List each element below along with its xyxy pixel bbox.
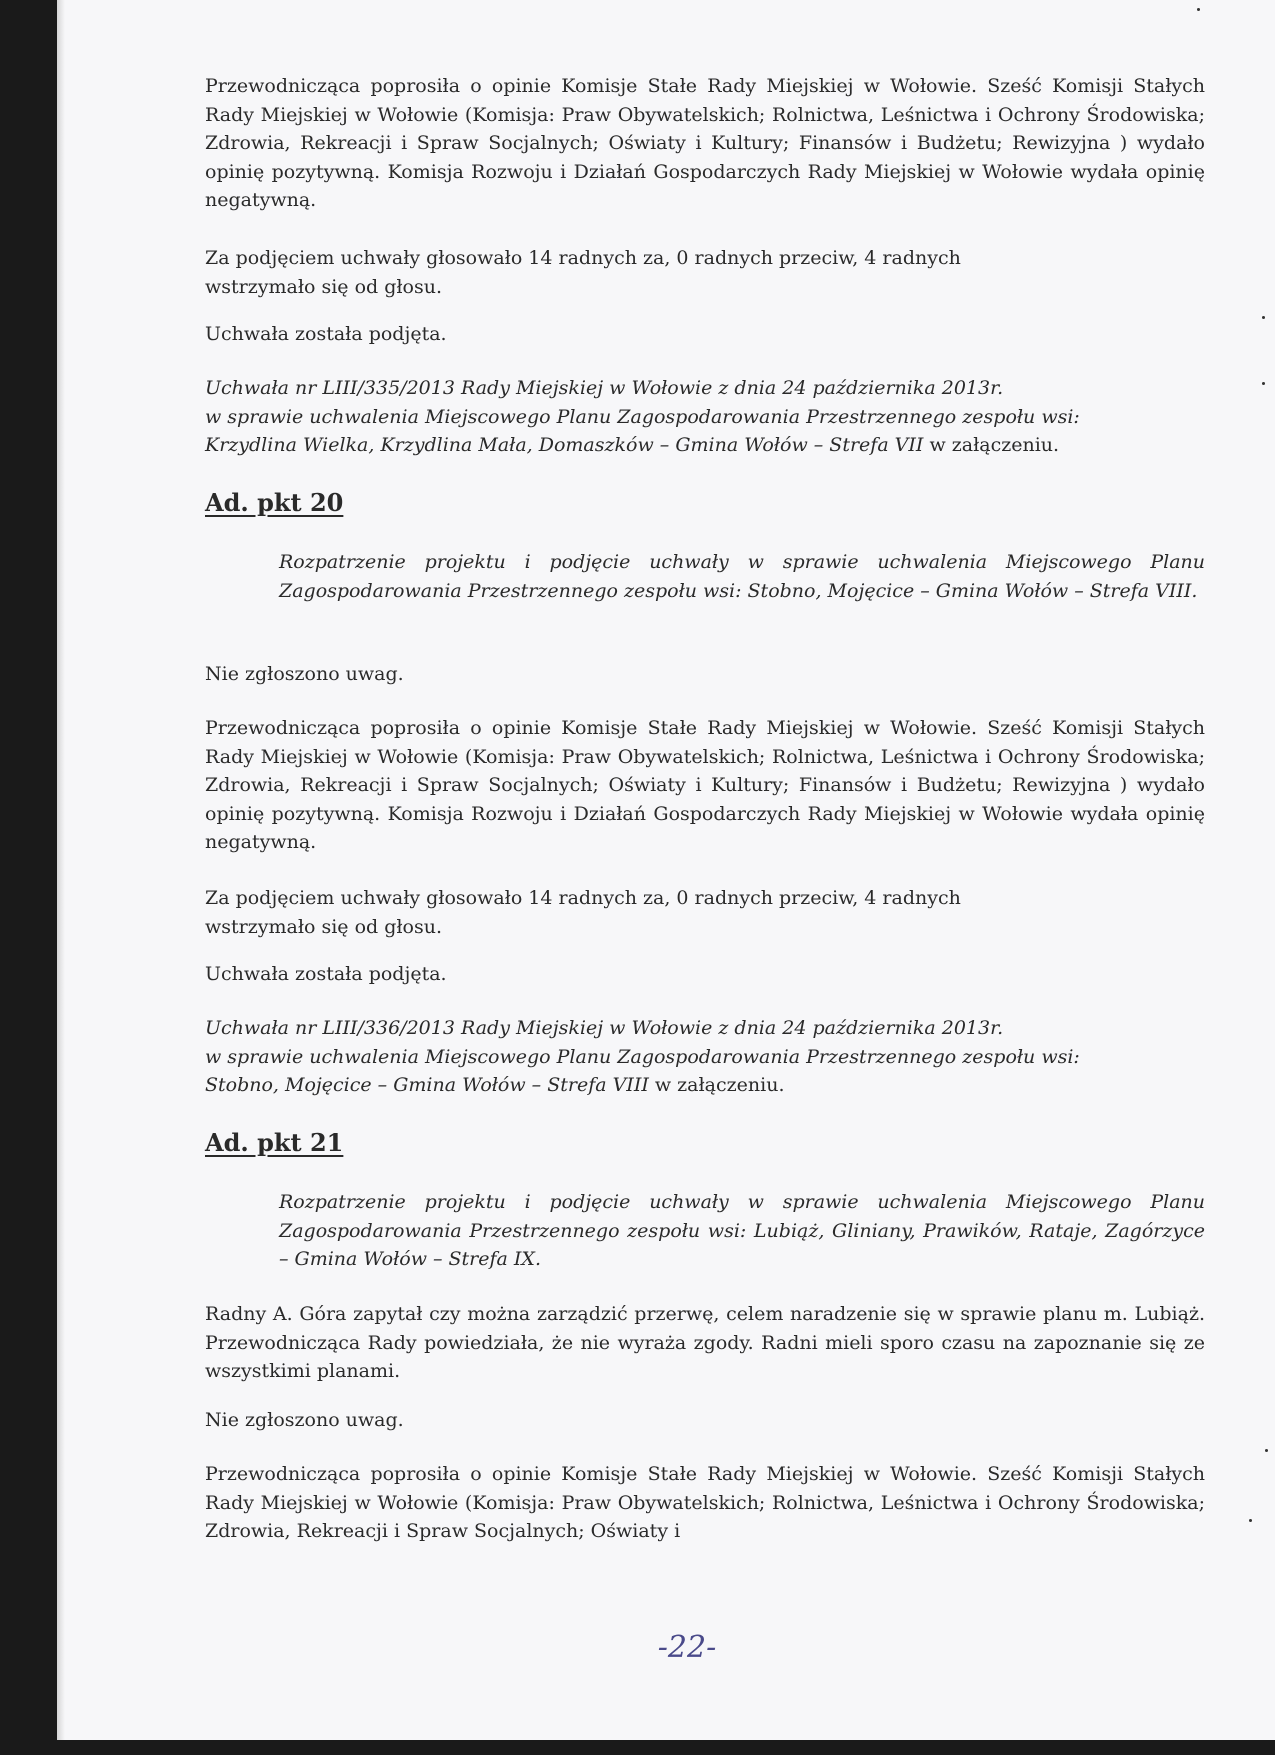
scan-speck [1262,382,1265,385]
scan-speck [1265,1449,1268,1452]
paragraph-resolution-adopted-1: Uchwała została podjęta. [205,323,447,345]
resolution-line [205,1071,1205,1100]
page-number: -22- [657,1630,717,1665]
agenda-item-description-21: Rozpatrzenie projektu i podjęcie uchwały w sprawie uchwalenia Miejscowego Planu Zagospodarowania Przestrzennego zespołu wsi: Lubiąż, Gliniany, Prawików, Rataje, Zagórzyce – Gmina Wołów – Strefa IX. [279,1191,1205,1270]
resolution-title: Stobno, Mojęcice – Gmina Wołów – Strefa VIII [205,1074,649,1096]
resolution-line: w sprawie uchwalenia Miejscowego Planu Zagospodarowania Przestrzennego zespołu wsi: [205,1045,1080,1068]
paragraph-no-remarks-1: Nie zgłoszono uwag. [205,663,404,685]
scan-speck [1249,1519,1252,1522]
vote-line: Za podjęciem uchwały głosowało 14 radnych za, 0 radnych przeciw, 4 radnych [205,247,961,269]
paragraph-committee-opinions-3: Przewodnicząca poprosiła o opinie Komisje Stałe Rady Miejskiej w Wołowie. Sześć Komisji Stałych Rady Miejskiej w Wołowie (Komisja: Praw Obywatelskich; Rolnictwa, Leśnictwa i Ochrony Środowiska; Zdrowia, Rekreacji i Spraw Socjalnych; Oświaty i [205,1463,1205,1542]
document-page [57,0,1275,1740]
paragraph-vote-result-2 [205,884,1205,941]
scan-speck [1197,8,1200,11]
vote-line: wstrzymało się od głosu. [205,915,442,938]
paragraph-resolution-ref-2 [205,1014,1205,1100]
scan-speck [1262,316,1265,319]
paragraph-vote-result-1 [205,244,1205,301]
resolution-attachment-note: w załączeniu. [923,434,1060,456]
section-heading-pkt-20: Ad. pkt 20 [205,488,344,517]
paragraph-councillor-question: Radny A. Góra zapytał czy można zarządzić przerwę, celem naradzenie się w sprawie planu m. Lubiąż. Przewodnicząca Rady powiedziała, że nie wyraża zgody. Radni mieli sporo czasu na zapoznanie się ze wszystkimi planami. [205,1303,1205,1382]
agenda-item-description-20: Rozpatrzenie projektu i podjęcie uchwały w sprawie uchwalenia Miejscowego Planu Zagospodarowania Przestrzennego zespołu wsi: Stobno, Mojęcice – Gmina Wołów – Strefa VIII. [279,551,1205,602]
paragraph-committee-opinions-2: Przewodnicząca poprosiła o opinie Komisje Stałe Rady Miejskiej w Wołowie. Sześć Komisji Stałych Rady Miejskiej w Wołowie (Komisja: Praw Obywatelskich; Rolnictwa, Leśnictwa i Ochrony Środowiska; Zdrowia, Rekreacji i Spraw Socjalnych; Oświaty i Kultury; Finansów i Budżetu; Rewizyjna ) wydało opinię pozytywną. Komisja Rozwoju i Działań Gospodarczych Rady Miejskiej w Wołowie wydała opinię negatywną. [205,717,1205,853]
paragraph-no-remarks-2: Nie zgłoszono uwag. [205,1409,404,1431]
vote-line: wstrzymało się od głosu. [205,275,442,298]
section-heading-pkt-21: Ad. pkt 21 [205,1128,344,1157]
resolution-line: w sprawie uchwalenia Miejscowego Planu Zagospodarowania Przestrzennego zespołu wsi: [205,405,1080,428]
vote-line: Za podjęciem uchwały głosowało 14 radnych za, 0 radnych przeciw, 4 radnych [205,887,961,909]
resolution-line: Uchwała nr LIII/336/2013 Rady Miejskiej w Wołowie z dnia 24 października 2013r. [205,1017,1004,1039]
paragraph-committee-opinions-1: Przewodnicząca poprosiła o opinie Komisje Stałe Rady Miejskiej w Wołowie. Sześć Komisji Stałych Rady Miejskiej w Wołowie (Komisja: Praw Obywatelskich; Rolnictwa, Leśnictwa i Ochrony Środowiska; Zdrowia, Rekreacji i Spraw Socjalnych; Oświaty i Kultury; Finansów i Budżetu; Rewizyjna ) wydało opinię pozytywną. Komisja Rozwoju i Działań Gospodarczych Rady Miejskiej w Wołowie wydała opinię negatywną. [205,75,1205,211]
resolution-attachment-note: w załączeniu. [648,1074,785,1096]
paragraph-resolution-ref-1 [205,374,1205,460]
resolution-line: Uchwała nr LIII/335/2013 Rady Miejskiej w Wołowie z dnia 24 października 2013r. [205,377,1004,399]
resolution-line [205,431,1205,460]
paragraph-resolution-adopted-2: Uchwała została podjęta. [205,963,447,985]
resolution-title: Krzydlina Wielka, Krzydlina Mała, Domaszków – Gmina Wołów – Strefa VII [205,434,924,456]
